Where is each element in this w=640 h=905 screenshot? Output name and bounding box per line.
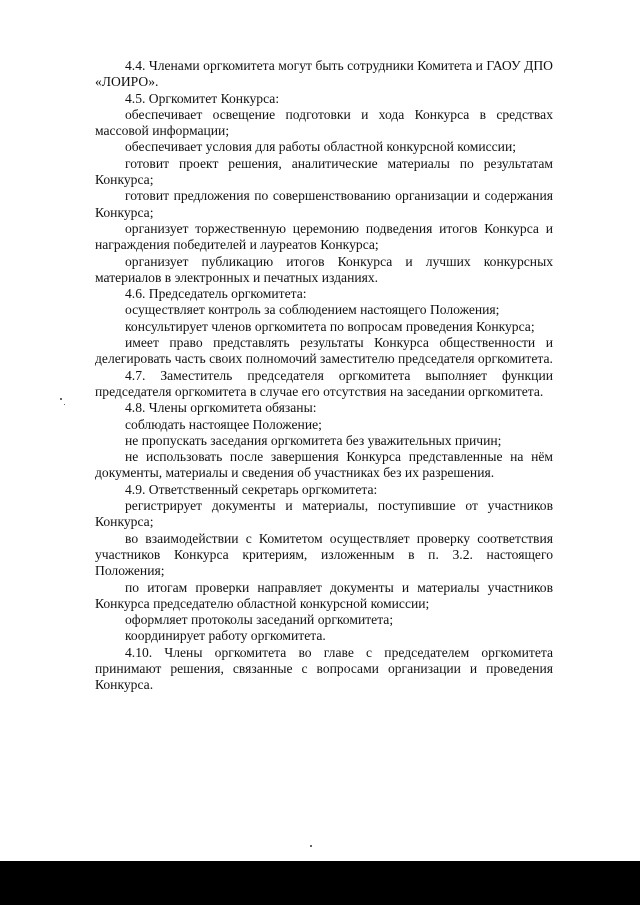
list-item: осуществляет контроль за соблюдением настоящего Положения; (125, 302, 500, 318)
list-item: во взаимодействии с Комитетом осуществляет проверку соответствия участников Конкурса критериям, изложенным в п. 3.2. настоящего Положения; (95, 530, 553, 579)
list-item: обеспечивает условия для работы областной конкурсной комиссии; (125, 139, 517, 155)
list-item: консультирует членов оргкомитета по вопросам проведения Конкурса; (125, 318, 535, 334)
scan-speck (310, 845, 312, 847)
document-body (95, 58, 553, 694)
paragraph-4-4: 4.4. Членами оргкомитета могут быть сотрудники Комитета и ГАОУ ДПО «ЛОИРО». (95, 58, 553, 90)
list-item: имеет право представлять результаты Конкурса общественности и делегировать часть своих полномочий заместителю председателя оргкомитета. (95, 335, 553, 367)
paragraph-4-9-heading: 4.9. Ответственный секретарь оргкомитета: (125, 481, 378, 497)
list-item: организует публикацию итогов Конкурса и лучших конкурсных материалов в электронных и печатных изданиях. (95, 253, 553, 285)
list-item: готовит проект решения, аналитические материалы по результатам Конкурса; (95, 155, 553, 188)
list-item: организует торжественную церемонию подведения итогов Конкурса и награждения победителей и лауреатов Конкурса; (95, 220, 553, 253)
list-item: готовит предложения по совершенствованию организации и содержания Конкурса; (95, 188, 553, 220)
paragraph-4-5-heading: 4.5. Оргкомитет Конкурса: (125, 90, 280, 106)
list-item: координирует работу оргкомитета. (125, 628, 326, 644)
list-item: не использовать после завершения Конкурса представленные на нём документы, материалы и сведения об участниках без их разрешения. (95, 449, 553, 481)
paragraph-4-8-heading: 4.8. Члены оргкомитета обязаны: (125, 400, 317, 416)
list-item: обеспечивает освещение подготовки и хода Конкурса в средствах массовой информации; (95, 106, 553, 139)
list-item: регистрирует документы и материалы, поступившие от участников Конкурса; (95, 498, 553, 530)
list-item: соблюдать настоящее Положение; (125, 416, 322, 432)
list-item: оформляет протоколы заседаний оргкомитета; (125, 612, 394, 628)
list-item: не пропускать заседания оргкомитета без уважительных причин; (125, 432, 502, 448)
scan-bottom-border (0, 861, 640, 905)
paragraph-4-6-heading: 4.6. Председатель оргкомитета: (125, 286, 307, 302)
scan-speck (60, 398, 62, 400)
paragraph-4-10: 4.10. Члены оргкомитета во главе с председателем оргкомитета принимают решения, связанные с вопросами организации и проведения Конкурса. (95, 644, 553, 693)
paragraph-4-7: 4.7. Заместитель председателя оргкомитета выполняет функции председателя оргкомитета в случае его отсутствия на заседании оргкомитета. (95, 367, 553, 399)
list-item: по итогам проверки направляет документы и материалы участников Конкурса председателю областной конкурсной комиссии; (95, 579, 553, 611)
scan-speck (64, 404, 65, 405)
